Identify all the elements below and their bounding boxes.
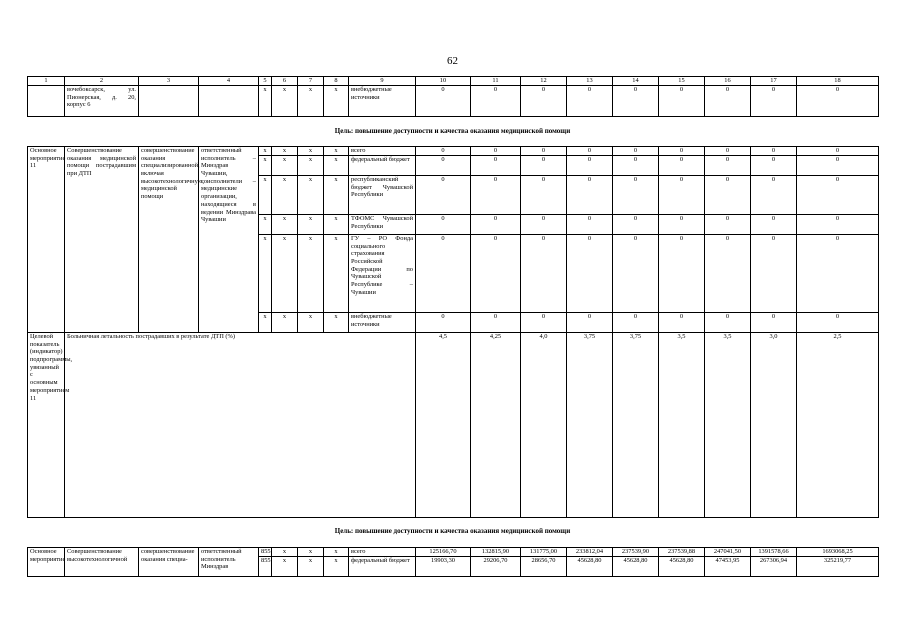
value-cell: 45628,80: [613, 557, 659, 577]
table-row: [28, 147, 879, 156]
value-cell: 4,5: [416, 333, 471, 518]
value-cell: 0: [659, 176, 705, 215]
value-cell: 1693068,25: [797, 548, 879, 557]
source-cell: ГУ – РО Фонда социального страхования Российской Федерации по Чувашской Республике – Чувашии: [349, 235, 416, 313]
value-cell: 0: [751, 147, 797, 156]
value-cell: 0: [471, 176, 521, 215]
table-cell: [199, 86, 259, 117]
table-cell: х: [272, 313, 298, 333]
value-cell: 0: [705, 235, 751, 313]
value-cell: 0: [797, 313, 879, 333]
value-cell: 0: [416, 215, 471, 235]
value-cell: 0: [471, 235, 521, 313]
page-number: 62: [447, 55, 458, 67]
source-cell: федеральный бюджет: [349, 156, 416, 176]
event-title-cell: Совершенствование оказания медицинской помощи пострадавшим при ДТП: [65, 147, 139, 333]
header-cell: 16: [705, 77, 751, 86]
value-cell: 0: [751, 215, 797, 235]
value-cell: 0: [416, 313, 471, 333]
value-cell: 0: [471, 313, 521, 333]
table-cell: х: [324, 86, 349, 117]
table-cell: х: [324, 235, 349, 313]
header-cell: 5: [259, 77, 272, 86]
source-cell: республиканский бюджет Чувашской Республики: [349, 176, 416, 215]
value-cell: 247041,50: [705, 548, 751, 557]
value-cell: 0: [751, 156, 797, 176]
value-cell: 0: [797, 156, 879, 176]
source-cell: ТФОМС Чувашской Республики: [349, 215, 416, 235]
goal-heading: Цель: повышение доступности и качества оказания медицинской помощи: [334, 127, 571, 135]
value-cell: 0: [416, 147, 471, 156]
header-row: [28, 77, 879, 86]
goal-heading-2: Цель: повышение доступности и качества оказания медицинской помощи: [334, 527, 571, 535]
source-cell: внебюджетные источники: [349, 313, 416, 333]
table-section-2: [27, 146, 879, 518]
header-cell: 6: [272, 77, 298, 86]
event-name-cell: Основное мероприятие: [28, 548, 65, 577]
value-cell: 47453,95: [705, 557, 751, 577]
header-cell: 9: [349, 77, 416, 86]
header-cell: 10: [416, 77, 471, 86]
value-cell: 237539,90: [613, 548, 659, 557]
value-cell: 0: [521, 147, 567, 156]
value-cell: 325219,77: [797, 557, 879, 577]
value-cell: 0: [416, 156, 471, 176]
value-cell: 132815,90: [471, 548, 521, 557]
value-cell: 0: [567, 147, 613, 156]
value-cell: 0: [705, 176, 751, 215]
value-cell: 0: [471, 215, 521, 235]
table-cell: х: [324, 147, 349, 156]
table-cell: х: [259, 235, 272, 313]
value-cell: 19903,30: [416, 557, 471, 577]
value-cell: 2,5: [797, 333, 879, 518]
event-goal-cell: совершенствование оказания специа-: [139, 548, 199, 577]
value-cell: 0: [797, 215, 879, 235]
table-cell: х: [298, 215, 324, 235]
value-cell: 0: [613, 215, 659, 235]
value-cell: 0: [659, 235, 705, 313]
table-cell: х: [259, 176, 272, 215]
table-cell: 855: [259, 557, 272, 577]
value-cell: 3,5: [705, 333, 751, 518]
header-cell: 1: [28, 77, 65, 86]
header-cell: 17: [751, 77, 797, 86]
header-cell: 18: [797, 77, 879, 86]
value-cell: 4,0: [521, 333, 567, 518]
value-cell: 3,0: [751, 333, 797, 518]
value-cell: 0: [751, 86, 797, 117]
source-cell: федеральный бюджет: [349, 557, 416, 577]
table-section-3: [27, 547, 879, 577]
table-cell: х: [298, 147, 324, 156]
event-title-cell: Совершенствование высокотехнологичной: [65, 548, 139, 577]
event-name-cell: Основное мероприятие 11: [28, 147, 65, 333]
source-cell: всего: [349, 147, 416, 156]
value-cell: 0: [797, 86, 879, 117]
table-cell: х: [259, 156, 272, 176]
header-cell: 11: [471, 77, 521, 86]
value-cell: 0: [705, 215, 751, 235]
value-cell: 0: [613, 86, 659, 117]
value-cell: 0: [567, 86, 613, 117]
value-cell: 0: [705, 156, 751, 176]
value-cell: 0: [416, 176, 471, 215]
value-cell: 0: [751, 176, 797, 215]
value-cell: 3,75: [567, 333, 613, 518]
value-cell: 0: [416, 235, 471, 313]
value-cell: 0: [659, 313, 705, 333]
value-cell: 0: [797, 235, 879, 313]
value-cell: 29206,70: [471, 557, 521, 577]
value-cell: 0: [471, 86, 521, 117]
value-cell: 0: [659, 86, 705, 117]
table-cell: х: [298, 156, 324, 176]
table-cell: х: [272, 235, 298, 313]
address-cell: вочебоксарск, ул. Пионерская, д. 20, корпус 6: [65, 86, 139, 117]
source-cell: всего: [349, 548, 416, 557]
value-cell: 0: [521, 235, 567, 313]
table-cell: х: [298, 176, 324, 215]
executor-cell: ответственный исполнитель – Минздрав Чувашии, соисполнители – медицинские организации, находящиеся в ведении Минздрава Чувашии: [199, 147, 259, 333]
value-cell: 0: [705, 147, 751, 156]
value-cell: 0: [416, 86, 471, 117]
executor-cell: ответственный исполнитель Минздрав: [199, 548, 259, 577]
value-cell: 0: [567, 313, 613, 333]
indicator-row: [28, 333, 879, 518]
table-cell: х: [324, 215, 349, 235]
value-cell: 0: [613, 313, 659, 333]
header-cell: 4: [199, 77, 259, 86]
value-cell: 0: [659, 147, 705, 156]
event-goal-cell: совершенствование оказания специализированной, включая высокотехнологичную, медицинской помощи: [139, 147, 199, 333]
value-cell: 1391578,66: [751, 548, 797, 557]
table-cell: х: [272, 86, 298, 117]
value-cell: 0: [751, 235, 797, 313]
indicator-text-cell: Больничная летальность пострадавших в результате ДТП (%): [65, 333, 416, 518]
table-cell: х: [259, 313, 272, 333]
value-cell: 0: [521, 176, 567, 215]
table-cell: х: [324, 548, 349, 557]
header-cell: 8: [324, 77, 349, 86]
header-cell: 2: [65, 77, 139, 86]
value-cell: 0: [613, 147, 659, 156]
table-section-1: [27, 76, 879, 117]
header-cell: 14: [613, 77, 659, 86]
table-cell: х: [259, 147, 272, 156]
value-cell: 0: [567, 215, 613, 235]
value-cell: 0: [567, 156, 613, 176]
value-cell: 3,75: [613, 333, 659, 518]
table-cell: х: [272, 557, 298, 577]
table-cell: х: [272, 147, 298, 156]
table-cell: х: [298, 86, 324, 117]
value-cell: 0: [521, 156, 567, 176]
header-cell: 13: [567, 77, 613, 86]
value-cell: 0: [521, 86, 567, 117]
value-cell: 0: [659, 215, 705, 235]
value-cell: 0: [521, 313, 567, 333]
value-cell: 267306,94: [751, 557, 797, 577]
table-cell: х: [272, 548, 298, 557]
table-cell: х: [272, 215, 298, 235]
table-cell: х: [298, 548, 324, 557]
value-cell: 0: [471, 156, 521, 176]
value-cell: 0: [797, 147, 879, 156]
table-row: [28, 86, 879, 117]
value-cell: 45628,80: [659, 557, 705, 577]
source-cell: внебюджетные источники: [349, 86, 416, 117]
value-cell: 0: [471, 147, 521, 156]
value-cell: 131775,00: [521, 548, 567, 557]
value-cell: 0: [705, 313, 751, 333]
value-cell: 3,5: [659, 333, 705, 518]
value-cell: 0: [797, 176, 879, 215]
table-cell: х: [272, 176, 298, 215]
value-cell: 0: [613, 176, 659, 215]
table-cell: х: [324, 313, 349, 333]
header-cell: 15: [659, 77, 705, 86]
indicator-label-cell: Целевой показатель (индикатор) подпрограммы, увязанный с основным мероприятием 11: [28, 333, 65, 518]
table-cell: [28, 86, 65, 117]
value-cell: 0: [567, 235, 613, 313]
value-cell: 0: [567, 176, 613, 215]
table-cell: [139, 86, 199, 117]
table-cell: х: [259, 86, 272, 117]
table-cell: х: [272, 156, 298, 176]
table-cell: х: [324, 176, 349, 215]
value-cell: 4,25: [471, 333, 521, 518]
table-cell: х: [298, 557, 324, 577]
value-cell: 0: [521, 215, 567, 235]
value-cell: 237539,88: [659, 548, 705, 557]
value-cell: 28656,70: [521, 557, 567, 577]
table-cell: х: [298, 235, 324, 313]
table-cell: х: [324, 156, 349, 176]
table-cell: х: [298, 313, 324, 333]
table-row: [28, 548, 879, 557]
table-cell: х: [324, 557, 349, 577]
value-cell: 0: [751, 313, 797, 333]
value-cell: 45628,80: [567, 557, 613, 577]
value-cell: 0: [705, 86, 751, 117]
value-cell: 0: [659, 156, 705, 176]
header-cell: 7: [298, 77, 324, 86]
table-cell: 855: [259, 548, 272, 557]
value-cell: 125166,70: [416, 548, 471, 557]
value-cell: 0: [613, 235, 659, 313]
table-cell: х: [259, 215, 272, 235]
header-cell: 3: [139, 77, 199, 86]
header-cell: 12: [521, 77, 567, 86]
value-cell: 0: [613, 156, 659, 176]
value-cell: 233812,04: [567, 548, 613, 557]
